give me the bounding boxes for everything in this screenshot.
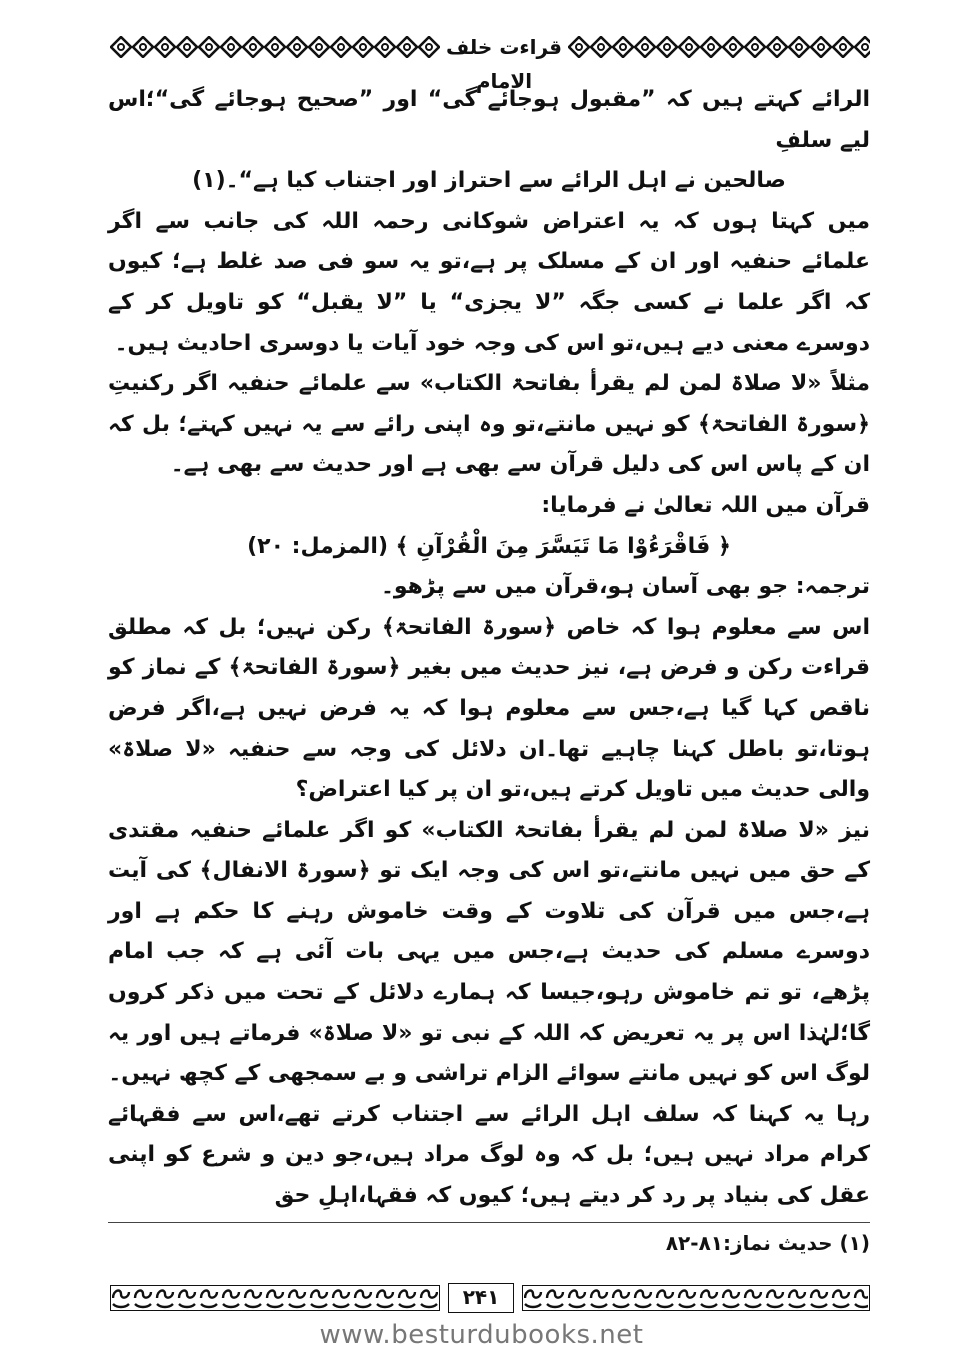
footnote: (۱) حدیث نماز:۸۱-۸۲ <box>665 1231 870 1255</box>
page-number: ۲۴۱ <box>448 1283 514 1313</box>
verse-translation: ترجمہ: جو بھی آسان ہو،قرآن میں سے پڑھو۔ <box>380 574 870 600</box>
page-body <box>108 80 870 1217</box>
footer-ornament-left <box>110 1285 440 1311</box>
paragraph-conclusion: اس سے معلوم ہوا کہ خاص ﴿سورۃ الفاتحۃ﴾ رکن نہیں؛ بل کہ مطلق قراءت رکن و فرض ہے، نیز حدیث میں بغیر ﴿سورۃ الفاتحۃ﴾ کے نماز کو ناقص کہا گیا ہے،جس سے معلوم ہوا کہ یہ فرض نہیں ہے،اگر فرض ہوتا،تو باطل کہنا چاہیے تھا۔ان دلائل کی وجہ سے حنفیہ «لا صلاۃ» والی حدیث میں تاویل کرتے ہیں،تو ان پر کیا اعتراض؟ <box>108 614 870 803</box>
page-title: قراءت خلف الامام <box>445 35 563 93</box>
paragraph-muqtadi: نیز «لا صلاۃ لمن لم یقرأ بفاتحۃ الکتاب» کو اگر علمائے حنفیہ مقتدی کے حق میں نہیں مانتے،تو اس کی وجہ ایک تو ﴿سورۃ الانفال﴾ کی آیت ہے،جس میں قرآن کی تلاوت کے وقت خاموش رہنے کا حکم ہے اور دوسرے مسلم کی حدیث ہے،جس میں یہی بات آئی ہے کہ جب امام پڑھے، تو تم خاموش رہو،جیسا کہ ہمارے دلائل کے تحت میں ذکر کروں گا؛لہٰذا اس پر یہ تعریض کہ اللہ کے نبی تو «لا صلاۃ» فرماتے ہیں اور یہ لوگ اس کو نہیں مانتے سوائے الزام تراشی و بے سمجھی کے کچھ نہیں۔ <box>108 817 870 1087</box>
page-header <box>110 30 870 93</box>
paragraph-quran-intro: قرآن میں اللہ تعالیٰ نے فرمایا: <box>541 492 870 518</box>
paragraph-example-fatiha: مثلاً «لا صلاۃ لمن لم یقرأ بفاتحۃ الکتاب» سے علمائے حنفیہ اگر رکنیتِ ﴿سورۃ الفاتحۃ﴾ کو نہیں مانتے،تو وہ اپنی رائے سے یہ نہیں کہتے؛ بل کہ ان کے پاس اس کی دلیل قرآن سے بھی ہے اور حدیث سے بھی ہے۔ <box>108 371 870 478</box>
paragraph-quote-end-2: صالحین نے اہل الرائے سے احتراز اور اجتناب کیا ہے“۔(۱) <box>192 168 786 194</box>
page-footer <box>110 1283 870 1313</box>
paragraph-author-response: میں کہتا ہوں کہ یہ اعتراض شوکانی رحمہ اللہ کی جانب سے اگر علمائے حنفیہ اور ان کے مسلک پر ہے،تو یہ سو فی صد غلط ہے؛ کیوں کہ اگر علما نے کسی جگہ ”لا یجزی“ یا ”لا یقبل“ کو تاویل کر کے دوسرے معنی دیے ہیں،تو اس کی وجہ خود آیات یا دوسری احادیث ہیں۔ <box>108 208 870 356</box>
footnote-divider <box>108 1222 870 1223</box>
quran-verse: ﴿ فَاقْرَءُوْا مَا تَیَسَّرَ مِنَ الْقُرْآنِ ﴾ (المزمل: ۲۰) <box>247 533 731 559</box>
header-ornament-left <box>110 36 440 58</box>
paragraph-quote-end-1: الرائے کہتے ہیں کہ ”مقبول ہوجائے گی“ اور ”صحیح ہوجائے گی“؛اس لیے سلفِ <box>108 87 870 153</box>
footer-ornament-right <box>522 1285 870 1311</box>
header-ornament-right <box>568 36 870 58</box>
website-watermark: www.besturdubooks.net <box>319 1320 644 1350</box>
paragraph-ahl-rai: رہا یہ کہنا کہ سلف اہل الرائے سے اجتناب کرتے تھے،اس سے فقہائے کرام مراد نہیں ہیں؛ بل کہ وہ لوگ مراد ہیں،جو دین و شرع کو اپنی عقل کی بنیاد پر رد کر دیتے ہیں؛ کیوں کہ فقہا،اہلِ حق <box>108 1101 870 1209</box>
